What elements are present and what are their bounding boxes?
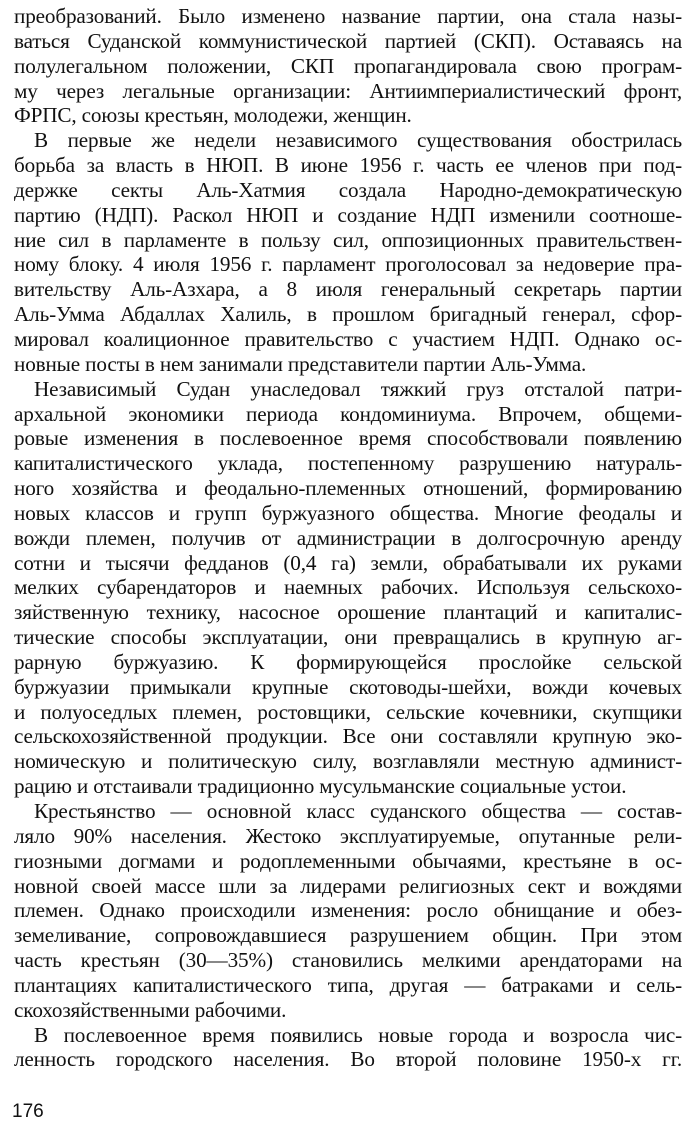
- text-line: ние сил в парламенте в пользу сил, оппозиционных правительствен-: [14, 227, 682, 252]
- paragraph-4: [14, 799, 682, 1023]
- text-line: ному блоку. 4 июля 1956 г. парламент проголосовал за недоверие пра-: [14, 252, 682, 277]
- text-line: сельскохозяйственной продукции. Все они составляли крупную эко-: [14, 724, 682, 749]
- text-line: Независимый Судан унаследовал тяжкий груз отсталой патри-: [34, 376, 682, 401]
- page-number: 176: [12, 1101, 44, 1122]
- text-line: плантациях капиталистического типа, другая — батраками и сель-: [14, 972, 682, 997]
- text-line: мелких субарендаторов и наемных рабочих. Используя сельскохо-: [14, 575, 682, 600]
- text-line: номическую и политическую силу, возглавляли местную админист-: [14, 749, 682, 774]
- text-line: му через легальные организации: Антиимпериалистический фронт,: [14, 78, 682, 103]
- body-text: [14, 4, 682, 1072]
- paragraph-1: [14, 4, 682, 128]
- text-line: ровые изменения в послевоенное время способствовали появлению: [14, 426, 682, 451]
- text-line: В послевоенное время появились новые города и возросла чис-: [34, 1022, 682, 1047]
- text-line: зяйственную технику, насосное орошение плантаций и капиталис-: [14, 600, 682, 625]
- text-line: держке секты Аль-Хатмия создала Народно-демократическую: [14, 177, 682, 202]
- text-line: капиталистического уклада, постепенному разрушению натураль-: [14, 451, 682, 476]
- text-line: новной своей массе шли за лидерами религиозных сект и вождями: [14, 873, 682, 898]
- paragraph-3: [14, 377, 682, 799]
- text-line: и полуоседлых племен, ростовщики, сельские кочевники, скупщики: [14, 699, 682, 724]
- text-line: ФРПС, союзы крестьян, молодежи, женщин.: [14, 103, 412, 128]
- text-line: ленность городского населения. Во второй половине 1950-х гг.: [14, 1047, 682, 1072]
- text-line: буржуазии примыкали крупные скотоводы-шейхи, вожди кочевых: [14, 674, 682, 699]
- text-line: часть крестьян (30—35%) становились мелкими арендаторами на: [14, 948, 682, 973]
- text-line: В первые же недели независимого существования обострилась: [34, 128, 682, 153]
- text-line: племен. Однако происходили изменения: росло обнищание и обез-: [14, 898, 682, 923]
- text-line: скохозяйственными рабочими.: [14, 997, 287, 1022]
- paragraph-5: [14, 1023, 682, 1073]
- text-line: полулегальном положении, СКП пропагандировала свою програм-: [14, 53, 682, 78]
- text-line: борьба за власть в НЮП. В июне 1956 г. часть ее членов при под-: [14, 153, 682, 178]
- text-line: новные посты в нем занимали представители партии Аль-Умма.: [14, 351, 587, 376]
- text-line: вожди племен, получив от администрации в долгосрочную аренду: [14, 525, 682, 550]
- text-line: Аль-Умма Абдаллах Халиль, в прошлом бригадный генерал, сфор-: [14, 302, 682, 327]
- text-line: тические способы эксплуатации, они превращались в крупную аг-: [14, 625, 682, 650]
- text-line: ваться Суданской коммунистической партией (СКП). Оставаясь на: [14, 28, 682, 53]
- text-line: архальной экономики периода кондоминиума. Впрочем, общеми-: [14, 401, 682, 426]
- text-line: вительству Аль-Азхара, а 8 июля генеральный секретарь партии: [14, 277, 682, 302]
- text-line: ного хозяйства и феодально-племенных отношений, формированию: [14, 476, 682, 501]
- text-line: мировал коалиционное правительство с участием НДП. Однако ос-: [14, 326, 682, 351]
- text-line: Крестьянство — основной класс суданского общества — состав-: [34, 799, 682, 823]
- paragraph-2: [14, 128, 682, 376]
- text-line: земеливание, сопровождавшиеся разрушением общин. При этом: [14, 923, 682, 948]
- text-line: сотни и тысячи федданов (0,4 га) земли, обрабатывали их руками: [14, 550, 682, 575]
- text-line: партию (НДП). Раскол НЮП и создание НДП изменили соотноше-: [14, 202, 682, 227]
- text-line: ляло 90% населения. Жестоко эксплуатируемые, опутанные рели-: [14, 823, 682, 848]
- text-line: рацию и отстаивали традиционно мусульманские социальные устои.: [14, 774, 627, 799]
- text-line: новых классов и групп буржуазного общества. Многие феодалы и: [14, 500, 682, 525]
- text-line: гиозными догмами и родоплеменными обычаями, крестьяне в ос-: [14, 848, 682, 873]
- text-line: рарную буржуазию. К формирующейся прослойке сельской: [14, 649, 682, 674]
- text-line: преобразований. Было изменено название партии, она стала назы-: [14, 4, 682, 28]
